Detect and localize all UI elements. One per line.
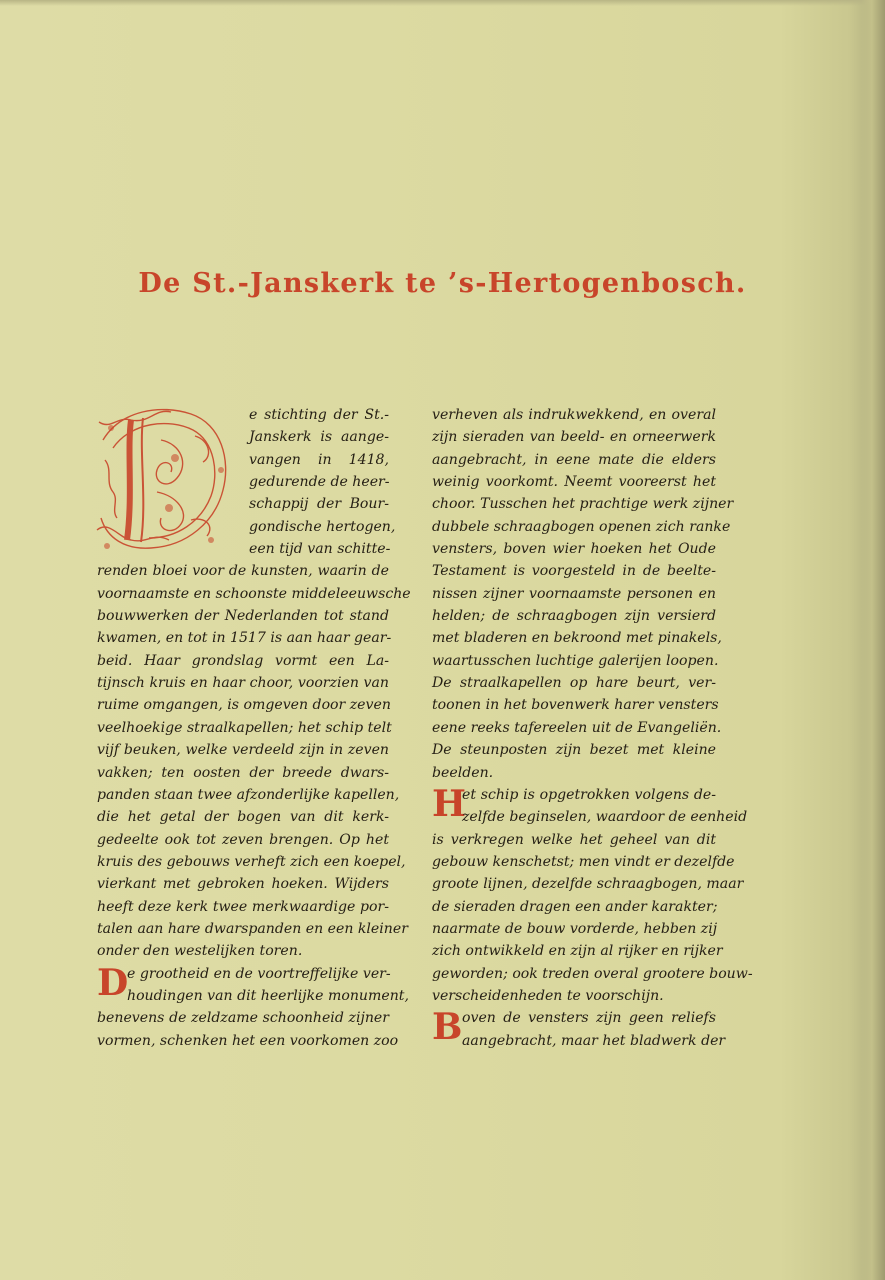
drop-initial-b: B: [432, 1006, 463, 1049]
text-line: met bladeren en bekroond met pinakels,: [432, 630, 722, 647]
text-line: tijnsch kruis en haar choor, voorzien van: [97, 675, 389, 692]
text-line: Testament is voorgesteld in de beelte-: [432, 563, 716, 580]
text-line: voornaamste en schoonste middeleeuwsche: [97, 585, 411, 602]
text-line: weinig voorkomt. Neemt vooreerst het: [432, 474, 716, 491]
text-line: veelhoekige straalkapellen; het schip telt: [97, 719, 392, 736]
text-line: nissen zijner voornaamste personen en: [432, 585, 716, 602]
text-line: dubbele schraagbogen openen zich ranke: [432, 518, 731, 535]
text-line: et schip is opgetrokken volgens de-: [462, 786, 716, 803]
text-line: verscheidenheden te voorschijn.: [432, 987, 664, 1004]
text-line: toonen in het bovenwerk harer vensters: [432, 697, 719, 714]
text-line: waartusschen luchtige galerijen loopen.: [432, 652, 719, 669]
text-line: heeft deze kerk twee merkwaardige por-: [97, 898, 389, 915]
intro-line: vangen in 1418,: [249, 451, 389, 468]
text-line: vakken; ten oosten der breede dwars-: [97, 764, 389, 781]
page-top-edge: [0, 0, 885, 6]
text-line: groote lijnen, dezelfde schraagbogen, maar: [432, 876, 744, 893]
text-line: zijn sieraden van beeld- en orneerwerk: [432, 429, 716, 446]
text-line: gedeelte ook tot zeven brengen. Op het: [97, 831, 389, 848]
text-line: verheven als indrukwekkend, en overal: [432, 407, 716, 423]
text-line: bouwwerken der Nederlanden tot stand: [97, 608, 389, 625]
intro-line: Janskerk is aange-: [249, 429, 389, 446]
text-line: eene reeks tafereelen uit de Evangeliën.: [432, 719, 722, 736]
right-text-column: [432, 404, 753, 1052]
text-line: houdingen van dit heerlijke monument,: [127, 987, 409, 1004]
intro-line: schappij der Bour-: [249, 496, 389, 513]
text-line: de sieraden dragen een ander karakter;: [432, 898, 718, 915]
intro-line: gedurende de heer-: [249, 474, 390, 491]
intro-line: een tijd van schitte-: [249, 541, 391, 558]
text-line: De straalkapellen op hare beurt, ver-: [432, 675, 716, 692]
text-line: onder den westelijken toren.: [97, 943, 303, 960]
text-line: geworden; ook treden overal grootere bouw-: [432, 965, 753, 982]
text-line: benevens de zeldzame schoonheid zijner: [97, 1010, 389, 1027]
text-line: aangebracht, in eene mate die elders: [432, 451, 716, 468]
intro-line: e stichting der St.-: [249, 407, 389, 423]
text-line: vormen, schenken het een voorkomen zoo: [97, 1032, 399, 1049]
text-line: kwamen, en tot in 1517 is aan haar gear-: [97, 630, 392, 647]
text-line: zelfde beginselen, waardoor de eenheid: [462, 809, 748, 826]
text-line: zich ontwikkeld en zijn al rijker en rijker: [432, 943, 723, 960]
intro-line: gondische hertogen,: [249, 518, 396, 535]
text-line: aangebracht, maar het bladwerk der: [462, 1032, 726, 1049]
text-line: De steunposten zijn bezet met kleine: [432, 742, 716, 759]
text-line: vierkant met gebroken hoeken. Wijders: [97, 876, 389, 893]
text-line: renden bloei voor de kunsten, waarin de: [97, 563, 389, 580]
page-title: De St.-Janskerk te ’s-Hertogenbosch.: [138, 268, 747, 299]
text-line: gebouw kenschetst; men vindt er dezelfde: [432, 853, 735, 870]
text-line: panden staan twee afzonderlijke kapellen,: [97, 786, 400, 803]
text-line: beelden.: [432, 764, 494, 781]
illuminated-drop-cap-d: [91, 400, 239, 558]
text-line: ruime omgangen, is omgeven door zeven: [97, 697, 391, 714]
drop-initial-h: H: [432, 782, 467, 825]
text-line: helden; de schraagbogen zijn versierd: [432, 608, 716, 625]
text-line: oven de vensters zijn geen reliefs: [462, 1010, 716, 1027]
text-line: e grootheid en de voortreffelijke ver-: [127, 965, 391, 982]
text-line: naarmate de bouw vorderde, hebben zij: [432, 920, 718, 937]
text-line: vensters, boven wier hoeken het Oude: [432, 541, 716, 558]
text-line: talen aan hare dwarspanden en een kleiner: [97, 920, 408, 937]
page-right-edge-shadow: [861, 0, 885, 1280]
text-line: is verkregen welke het geheel van dit: [432, 831, 716, 848]
text-line: vijf beuken, welke verdeeld zijn in zeven: [97, 742, 389, 759]
text-line: beid. Haar grondslag vormt een La-: [97, 652, 389, 669]
text-line: choor. Tusschen het prachtige werk zijner: [432, 496, 734, 513]
text-line: die het getal der bogen van dit kerk-: [97, 809, 389, 826]
text-line: kruis des gebouws verheft zich een koepel,: [97, 853, 406, 870]
left-text-column: [97, 404, 411, 1052]
drop-initial-d: D: [97, 961, 129, 1004]
